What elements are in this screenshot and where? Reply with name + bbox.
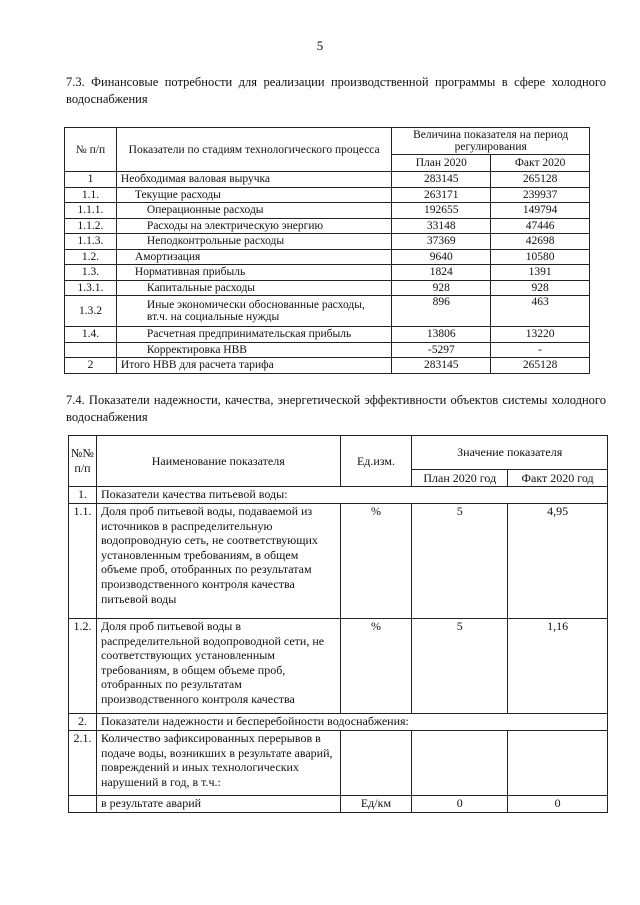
row-plan xyxy=(412,731,508,796)
row-num: 2 xyxy=(65,358,117,374)
row-name: Итого НВВ для расчета тарифа xyxy=(116,358,391,374)
table-row xyxy=(69,796,608,813)
row-fact: 13220 xyxy=(491,327,590,343)
table-row xyxy=(65,265,590,281)
group-title: Показатели надежности и бесперебойности водоснабжения: xyxy=(96,714,607,731)
col-header-unit: Ед.изм. xyxy=(340,436,412,487)
row-plan: 896 xyxy=(392,296,491,327)
row-fact: 239937 xyxy=(491,187,590,203)
row-name: Капитальные расходы xyxy=(116,280,391,296)
row-plan: 33148 xyxy=(392,218,491,234)
row-fact: 42698 xyxy=(491,234,590,250)
col-header-fact: Факт 2020 xyxy=(491,155,590,172)
row-num: 1.1.2. xyxy=(65,218,117,234)
row-name: Корректировка НВВ xyxy=(116,342,391,358)
page-number: 5 xyxy=(316,38,324,53)
col-header-num: № п/п xyxy=(65,128,117,172)
row-num: 1.2. xyxy=(65,249,117,265)
col-header-plan: План 2020 xyxy=(392,155,491,172)
row-plan: 5 xyxy=(412,504,508,619)
row-fact: 47446 xyxy=(491,218,590,234)
row-fact: - xyxy=(491,342,590,358)
row-num xyxy=(69,796,97,813)
row-plan: -5297 xyxy=(392,342,491,358)
table-row xyxy=(65,249,590,265)
row-num: 1.1. xyxy=(65,187,117,203)
row-name: Неподконтрольные расходы xyxy=(116,234,391,250)
col-header-name: Наименование показателя xyxy=(96,436,340,487)
table-row xyxy=(69,714,608,731)
financial-needs-table xyxy=(64,127,590,374)
row-num: 1.1.3. xyxy=(65,234,117,250)
row-name: Расходы на электрическую энергию xyxy=(116,218,391,234)
section-73-heading: 7.3. Финансовые потребности для реализации производственной программы в сфере холодного водоснабжения xyxy=(66,75,606,106)
table-row xyxy=(65,234,590,250)
row-plan: 13806 xyxy=(392,327,491,343)
row-plan: 263171 xyxy=(392,187,491,203)
row-name: Текущие расходы xyxy=(116,187,391,203)
row-fact: 265128 xyxy=(491,358,590,374)
row-unit: Ед/км xyxy=(340,796,412,813)
row-name: Иные экономически обоснованные расходы, вт.ч. на социальные нужды xyxy=(116,296,391,327)
row-plan: 283145 xyxy=(392,358,491,374)
row-num: 1.3.2 xyxy=(65,296,117,327)
row-fact: 0 xyxy=(508,796,608,813)
row-fact: 1,16 xyxy=(508,619,608,714)
row-num: 2.1. xyxy=(69,731,97,796)
row-num: 1.3.1. xyxy=(65,280,117,296)
row-num: 1.4. xyxy=(65,327,117,343)
row-plan: 0 xyxy=(412,796,508,813)
row-fact: 1391 xyxy=(491,265,590,281)
row-name: Операционные расходы xyxy=(116,203,391,219)
row-name: Расчетная предпринимательская прибыль xyxy=(116,327,391,343)
row-unit xyxy=(340,731,412,796)
row-unit: % xyxy=(340,619,412,714)
table-row xyxy=(65,280,590,296)
table-row xyxy=(65,342,590,358)
table-row xyxy=(65,172,590,188)
row-plan: 9640 xyxy=(392,249,491,265)
row-fact: 4,95 xyxy=(508,504,608,619)
table-row xyxy=(65,296,590,327)
table-row xyxy=(69,619,608,714)
row-num: 1.1.1. xyxy=(65,203,117,219)
table-row xyxy=(69,504,608,619)
row-num: 1 xyxy=(65,172,117,188)
row-plan: 928 xyxy=(392,280,491,296)
group-num: 2. xyxy=(69,714,97,731)
col-header-value: Величина показателя на период регулирования xyxy=(392,128,590,155)
row-fact xyxy=(508,731,608,796)
row-plan: 192655 xyxy=(392,203,491,219)
row-num xyxy=(65,342,117,358)
row-fact: 463 xyxy=(491,296,590,327)
row-plan: 5 xyxy=(412,619,508,714)
row-plan: 1824 xyxy=(392,265,491,281)
table-row xyxy=(65,187,590,203)
group-title: Показатели качества питьевой воды: xyxy=(96,487,607,504)
col-header-num: №№ п/п xyxy=(69,436,97,487)
row-plan: 37369 xyxy=(392,234,491,250)
row-fact: 265128 xyxy=(491,172,590,188)
row-name: Необходимая валовая выручка xyxy=(116,172,391,188)
col-header-value: Значение показателя xyxy=(412,436,608,470)
reliability-indicators-table xyxy=(68,435,608,813)
row-fact: 149794 xyxy=(491,203,590,219)
col-header-fact: Факт 2020 год xyxy=(508,470,608,487)
group-num: 1. xyxy=(69,487,97,504)
col-header-indicator: Показатели по стадиям технологического процесса xyxy=(116,128,391,172)
row-fact: 10580 xyxy=(491,249,590,265)
table-row xyxy=(69,731,608,796)
table-row xyxy=(65,203,590,219)
row-num: 1.1. xyxy=(69,504,97,619)
table-row xyxy=(69,487,608,504)
row-name: Доля проб питьевой воды в распределительной водопроводной сети, не соответствующих установленным требованиям, в общем объеме проб, отобранных по результатам производственного контроля качества xyxy=(96,619,340,714)
row-name: Амортизация xyxy=(116,249,391,265)
row-name: Количество зафиксированных перерывов в подаче воды, возникших в результате аварий, повреждений и иных технологических нарушений в год, в т.ч.: xyxy=(96,731,340,796)
col-header-plan: План 2020 год xyxy=(412,470,508,487)
row-unit: % xyxy=(340,504,412,619)
row-name: Доля проб питьевой воды, подаваемой из источников в распределительную водопроводную сеть, не соответствующих установленным требованиям, в общем объеме проб, отобранных по результатам производственного контроля качества питьевой воды xyxy=(96,504,340,619)
table-row xyxy=(65,327,590,343)
row-fact: 928 xyxy=(491,280,590,296)
table-row xyxy=(65,358,590,374)
section-74-heading: 7.4. Показатели надежности, качества, энергетической эффективности объектов системы холодного водоснабжения xyxy=(66,393,606,424)
row-num: 1.2. xyxy=(69,619,97,714)
row-num: 1.3. xyxy=(65,265,117,281)
table-row xyxy=(65,218,590,234)
row-name: Нормативная прибыль xyxy=(116,265,391,281)
row-name: в результате аварий xyxy=(96,796,340,813)
row-plan: 283145 xyxy=(392,172,491,188)
